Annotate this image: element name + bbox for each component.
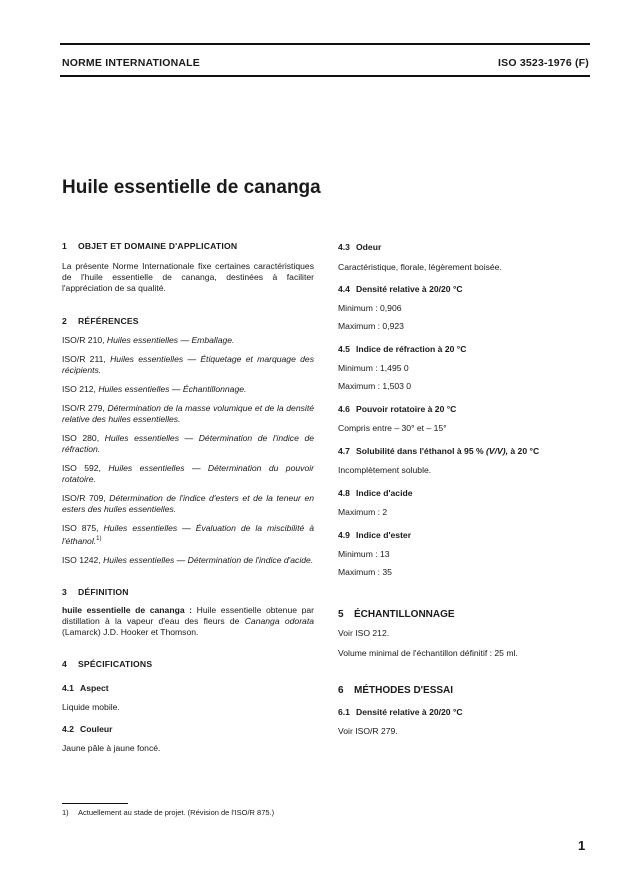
reference-item: ISO/R 709, Détermination de l'indice d'esters et de la teneur en esters des huiles essentielles. [62,493,315,514]
subsection-4-8-heading: 4.8 Indice d'acide [338,488,413,498]
section-2-heading: 2 RÉFÉRENCES [62,316,139,326]
footnote-rule [62,803,128,804]
densite-max: Maximum : 0,923 [338,321,404,331]
header-top-rule [60,43,590,45]
header-bottom-rule [60,75,590,77]
header-right: ISO 3523-1976 (F) [498,57,589,69]
refraction-min: Minimum : 1,495 0 [338,363,409,373]
couleur-value: Jaune pâle à jaune foncé. [62,742,161,753]
subsection-4-4-heading: 4.4 Densité relative à 20/20 °C [338,284,463,294]
section-5-line1: Voir ISO 212. [338,628,390,638]
odeur-value: Caractéristique, florale, légèrement boisée. [338,262,502,272]
subsection-4-7-heading: 4.7 Solubilité dans l'éthanol à 95 % (V/V), à 20 °C [338,446,540,456]
section-4-heading: 4 SPÉCIFICATIONS [62,658,153,669]
section-1-heading: 1 OBJET ET DOMAINE D'APPLICATION [62,241,238,251]
document-title: Huile essentielle de cananga [62,177,321,198]
section-5-line2: Volume minimal de l'échantillon définitif : 25 ml. [338,648,518,658]
footnote-mark: 1) [62,808,69,817]
footnote-text: Actuellement au stade de projet. (Révision de l'ISO/R 875.) [78,808,275,817]
rotatoire-value: Compris entre – 30° et – 15° [338,423,447,433]
ester-min: Minimum : 13 [338,549,390,559]
references-list [62,335,314,566]
reference-item: ISO 1242, Huiles essentielles — Détermination de l'indice d'acide. [62,554,314,565]
subsection-4-1-heading: 4.1 Aspect [62,682,109,693]
reference-item: ISO/R 279, Détermination de la masse volumique et de la densité relative des huiles essentielles. [62,403,314,424]
subsection-6-1-heading: 6.1 Densité relative à 20/20 °C [338,707,463,717]
ester-max: Maximum : 35 [338,567,392,577]
footnote-ref: 1) [96,536,102,542]
reference-item: ISO 280, Huiles essentielles — Détermination de l'indice de réfraction. [62,433,314,454]
subsection-4-6-heading: 4.6 Pouvoir rotatoire à 20 °C [338,404,457,414]
right-column [338,242,590,737]
section-6-1-value: Voir ISO/R 279. [338,726,398,736]
reference-item: ISO/R 211, Huiles essentielles — Étiquetage et marquage des récipients. [62,354,314,375]
subsection-4-3-heading: 4.3 Odeur [338,242,382,252]
reference-item: ISO 212, Huiles essentielles — Échantillonnage. [62,384,247,394]
refraction-max: Maximum : 1,503 0 [338,381,412,391]
subsection-4-9-heading: 4.9 Indice d'ester [338,530,412,540]
section-5-heading: 5 ÉCHANTILLONNAGE [338,609,455,620]
footnote [62,808,274,817]
subsection-4-2-heading: 4.2 Couleur [62,723,113,734]
densite-min: Minimum : 0,906 [338,303,402,313]
reference-item: ISO 875, Huiles essentielles — Évaluation de la miscibilité à l'éthanol.$^{1)}$ [62,523,314,546]
section-1-text: La présente Norme Internationale fixe certaines caractéristiques de l'huile essentielle de cananga, destinées à faciliter l'appréciation de sa qualité. [62,261,314,293]
section-6-heading: 6 MÉTHODES D'ESSAI [338,685,454,696]
section-3-text: huile essentielle de cananga : Huile essentielle obtenue par distillation à la vapeur d'eau des fleurs de Cananga odorata (Lamarck) J.D. Hooker et Thomson. [62,604,315,637]
subsection-4-5-heading: 4.5 Indice de réfraction à 20 °C [338,344,467,354]
header-left: NORME INTERNATIONALE [62,57,200,69]
reference-item: ISO 592, Huiles essentielles — Détermination du pouvoir rotatoire. [62,463,314,484]
reference-item: ISO/R 210, Huiles essentielles — Emballage. [62,335,235,345]
section-3-heading: 3 DÉFINITION [62,586,129,597]
left-column [62,241,314,754]
solubilite-value: Incomplètement soluble. [338,465,432,475]
page-number: 1 [578,838,586,853]
aspect-value: Liquide mobile. [62,701,120,712]
acide-max: Maximum : 2 [338,507,388,517]
